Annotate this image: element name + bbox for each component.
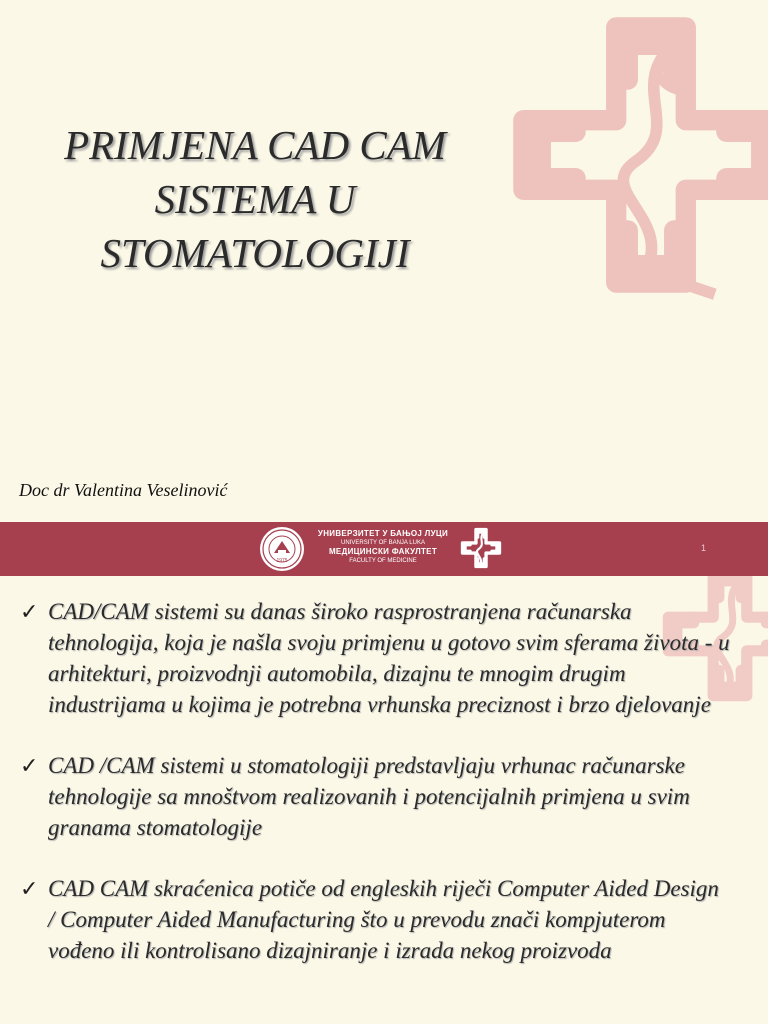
university-seal-icon [259, 526, 305, 572]
title-line: PRIMJENA CAD CAM [64, 122, 446, 168]
university-name-cyrillic: УНИВЕРЗИТЕТ У БАЊОЈ ЛУЦИ [317, 529, 449, 538]
bullet-item [20, 596, 730, 720]
bullet-item [20, 873, 730, 966]
slide-title [30, 118, 480, 280]
page-number: 1 [701, 543, 707, 553]
checkmark-icon: ✓ [20, 599, 39, 624]
checkmark-icon: ✓ [20, 753, 39, 778]
university-band [0, 522, 768, 576]
bullet-list [20, 596, 730, 996]
title-line: STOMATOLOGIJI [100, 230, 410, 276]
bullet-item [20, 750, 730, 843]
faculty-name-cyrillic: МЕДИЦИНСКИ ФАКУЛТЕТ [328, 547, 438, 556]
medical-cross-watermark-icon [506, 0, 768, 320]
author-name: Doc dr Valentina Veselinović [19, 480, 228, 500]
title-line: SISTEMA U [154, 176, 356, 222]
checkmark-icon: ✓ [20, 876, 39, 901]
faculty-cross-icon [460, 527, 502, 569]
bullet-text: CAD CAM skraćenica potiče od engleskih riječi Computer Aided Design / Computer Aided Manufacturing što u prevodu znači kompjuterom vođeno ili kontrolisano dizajniranje i izrada nekog proizvoda [48, 876, 719, 963]
university-text [313, 529, 453, 565]
university-name-latin: UNIVERSITY OF BANJA LUKA [341, 540, 425, 546]
bullet-text: CAD/CAM sistemi su danas široko rasprostranjena računarska tehnologija, koja je našla svoju primjenu u gotovo svim sferama života - u arhitekturi, proizvodnji automobila, dizajnu te mnogim drugim industrijama u kojima je potrebna vrhunska preciznost i brzo djelovanje [48, 599, 730, 717]
seal-year: 1975 [276, 558, 288, 564]
bullet-text: CAD /CAM sistemi u stomatologiji predstavljaju vrhunac računarske tehnologije sa mnoštvom realizovanih i potencijalnih primjena u svim granama stomatologije [48, 753, 690, 840]
faculty-name-latin: FACULTY OF MEDICINE [349, 558, 417, 564]
content-slide [0, 576, 768, 1024]
